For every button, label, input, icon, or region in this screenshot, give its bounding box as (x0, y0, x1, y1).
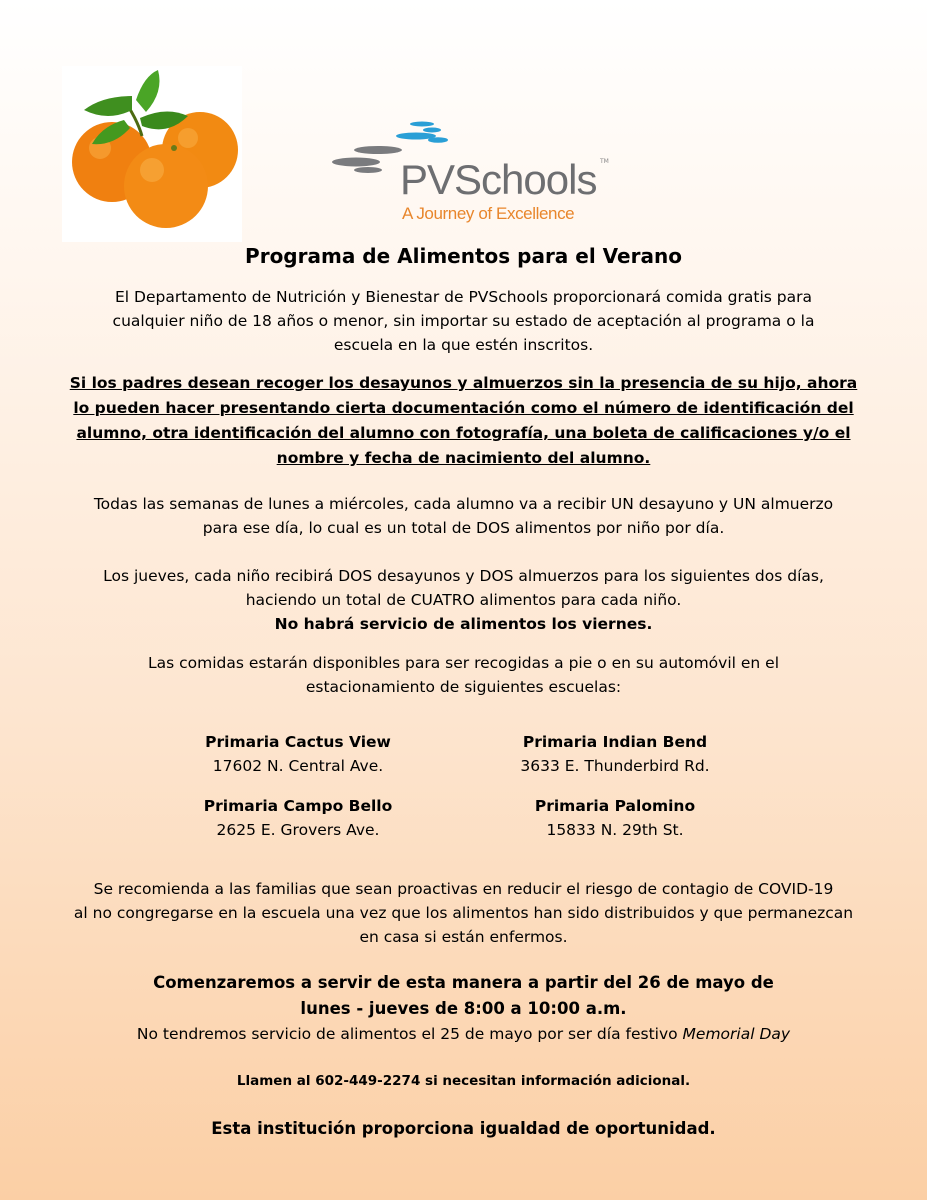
school-name: Primaria Palomino (534, 797, 696, 815)
oranges-image (62, 66, 242, 242)
intro-line-3: escuela en la que estén inscritos. (333, 336, 594, 354)
intro-line-2: cualquier niño de 18 años o menor, sin importar su estado de aceptación al programa o la (112, 312, 815, 330)
pickup-line-2: estacionamiento de siguientes escuelas: (305, 678, 622, 696)
school-palomino (495, 794, 735, 842)
logo-trademark: TM (600, 158, 609, 165)
school-address: 3633 E. Thunderbird Rd. (520, 757, 710, 775)
start-line-1: Comenzaremos a servir de esta manera a partir del 26 de mayo de (153, 973, 774, 992)
school-name: Primaria Campo Bello (203, 797, 393, 815)
page-title: Programa de Alimentos para el Verano (245, 244, 682, 268)
notice-line-3: alumno, otra identificación del alumno con fotografía, una boleta de calificaciones y/o el (76, 424, 851, 442)
holiday-notice (0, 1022, 927, 1046)
notice-line-2: lo pueden hacer presentando cierta documentación como el número de identificación del (73, 399, 854, 417)
pickup-line-1: Las comidas estarán disponibles para ser recogidas a pie o en su automóvil en el (147, 654, 780, 672)
logo-name: PVSchools (400, 156, 597, 203)
start-line-2: lunes - jueves de 8:00 a 10:00 a.m. (300, 999, 627, 1018)
thursday-line-2: haciendo un total de CUATRO alimentos para cada niño. (245, 591, 682, 609)
school-indian-bend (495, 730, 735, 778)
logo-tagline: A Journey of Excellence (402, 204, 575, 223)
weekdays-line-2: para ese día, lo cual es un total de DOS alimentos por niño por día. (202, 519, 725, 537)
contact-line: Llamen al 602-449-2274 si necesitan información adicional. (236, 1073, 691, 1089)
school-address: 17602 N. Central Ave. (212, 757, 384, 775)
notice-line-4: nombre y fecha de nacimiento del alumno. (276, 449, 651, 467)
school-cactus-view (178, 730, 418, 778)
holiday-name: Memorial Day (682, 1025, 791, 1043)
covid-line-1: Se recomienda a las familias que sean proactivas en reducir el riesgo de contagio de COVID-19 (93, 880, 834, 898)
notice-line-1: Si los padres desean recoger los desayunos y almuerzos sin la presencia de su hijo, ahora (69, 374, 858, 392)
school-campo-bello (178, 794, 418, 842)
school-name: Primaria Indian Bend (522, 733, 708, 751)
school-name: Primaria Cactus View (205, 733, 391, 751)
no-friday-notice: No habrá servicio de alimentos los viernes. (274, 615, 653, 633)
thursday-line-1: Los jueves, cada niño recibirá DOS desayunos y DOS almuerzos para los siguientes dos días, (103, 567, 824, 585)
covid-line-2: al no congregarse en la escuela una vez que los alimentos han sido distribuidos y que permanezcan (73, 904, 854, 922)
weekdays-line-1: Todas las semanas de lunes a miércoles, cada alumno va a recibir UN desayuno y UN almuerzo (93, 495, 834, 513)
equal-opportunity-statement: Esta institución proporciona igualdad de oportunidad. (211, 1119, 716, 1138)
covid-line-3: en casa si están enfermos. (359, 928, 568, 946)
intro-line-1: El Departamento de Nutrición y Bienestar de PVSchools proporcionará comida gratis para (115, 288, 812, 306)
pvschools-logo (330, 118, 610, 226)
holiday-text: No tendremos servicio de alimentos el 25 de mayo por ser día festivo (136, 1025, 683, 1043)
school-address: 15833 N. 29th St. (546, 821, 684, 839)
school-address: 2625 E. Grovers Ave. (216, 821, 380, 839)
